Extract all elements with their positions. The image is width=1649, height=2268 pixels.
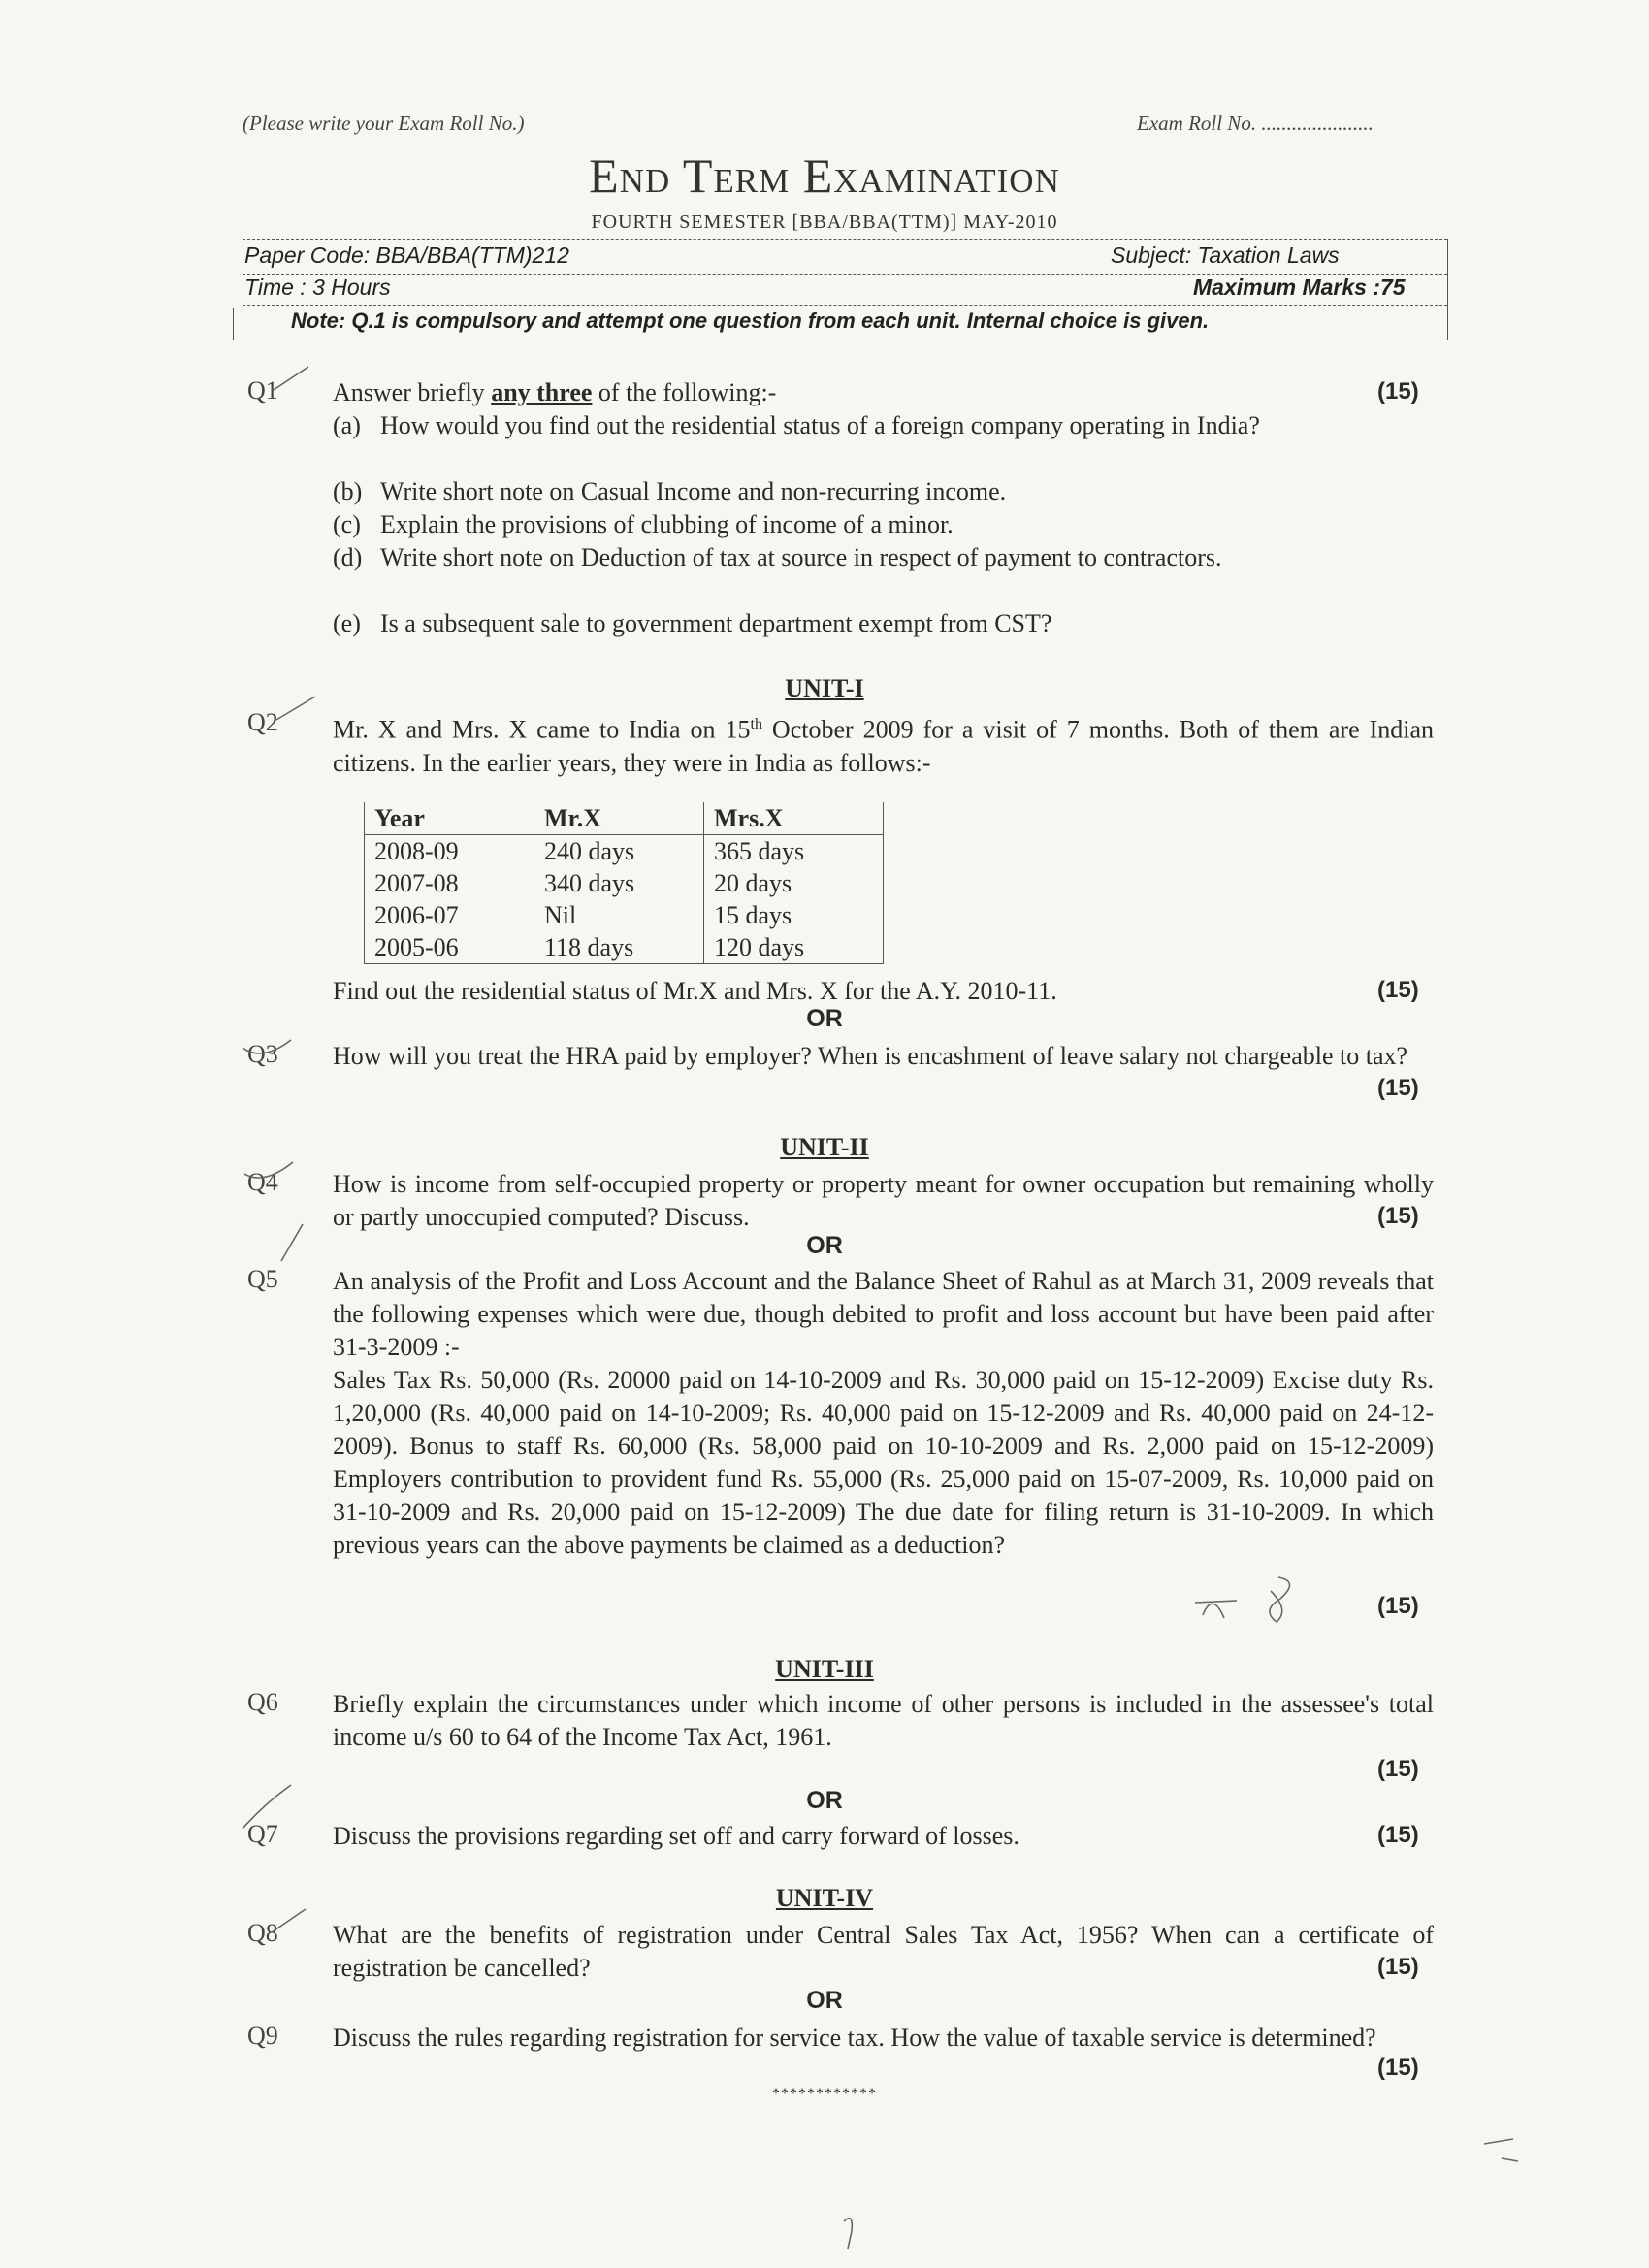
scribble-mark <box>1195 1601 1237 1618</box>
question-number: Q5 <box>247 1265 278 1293</box>
question-6-text: Briefly explain the circumstances under which income of other persons is included in the assessee's total income u/s 60 to 64 of the Income Tax Act, 1961. <box>333 1690 1434 1751</box>
table-header: Mr.X <box>534 802 704 835</box>
sub-question-text: Write short note on Casual Income and non-recurring income. <box>380 477 1007 505</box>
tick-mark <box>242 1785 291 1829</box>
tick-mark <box>244 1162 293 1178</box>
question-number: Q3 <box>247 1040 278 1068</box>
question-number: Q6 <box>247 1688 278 1716</box>
sub-question-label: (a) <box>333 411 361 439</box>
table-cell: 20 days <box>704 867 884 899</box>
table-cell: 2007-08 <box>365 867 534 899</box>
maximum-marks: Maximum Marks :75 <box>1193 275 1406 300</box>
question-marks: (15) <box>1377 1075 1419 1101</box>
table-cell: 365 days <box>704 835 884 868</box>
question-5-text: An analysis of the Profit and Loss Account and the Balance Sheet of Rahul as at March 31, 2009 reveals that the following expenses which were due, though debited to profit and loss account but have been paid after 31-3-2009 :- <box>333 1267 1434 1361</box>
table-cell: 2006-07 <box>365 899 534 931</box>
tick-mark <box>276 697 315 720</box>
question-marks: (15) <box>1377 1203 1419 1229</box>
roll-number-instruction: (Please write your Exam Roll No.) <box>242 112 525 135</box>
question-number: Q8 <box>247 1919 278 1947</box>
sub-question-text: Is a subsequent sale to government department exempt from CST? <box>380 609 1052 637</box>
tick-mark <box>281 1224 303 1261</box>
table-cell: 118 days <box>534 931 704 964</box>
question-marks: (15) <box>1377 1593 1419 1619</box>
question-9-text: Discuss the rules regarding registration for service tax. How the value of taxable service is determined? <box>333 2024 1376 2052</box>
tick-mark <box>272 1909 306 1932</box>
or-separator: OR <box>806 1787 843 1814</box>
exam-note: Note: Q.1 is compulsory and attempt one question from each unit. Internal choice is given. <box>291 308 1210 333</box>
question-number: Q2 <box>247 708 278 736</box>
question-marks: (15) <box>1377 2055 1419 2081</box>
table-cell: 240 days <box>534 835 704 868</box>
semester-line: FOURTH SEMESTER [BBA/BBA(TTM)] MAY-2010 <box>591 211 1058 233</box>
table-cell: Nil <box>534 899 704 931</box>
tick-mark <box>242 1040 291 1053</box>
unit-heading: UNIT-II <box>780 1133 869 1161</box>
question-7-text: Discuss the provisions regarding set off and carry forward of losses. <box>333 1822 1019 1850</box>
scribble-mark <box>1270 1577 1290 1622</box>
question-1-intro: Answer briefly any three of the following:- <box>333 378 777 406</box>
sub-question-label: (d) <box>333 543 363 571</box>
table-cell: 340 days <box>534 867 704 899</box>
sub-question-label: (c) <box>333 510 361 538</box>
scribble-mark <box>844 2219 852 2249</box>
question-marks: (15) <box>1377 1756 1419 1782</box>
exam-roll-field: Exam Roll No. ...................... <box>1137 112 1374 135</box>
end-of-paper-marker: ************ <box>772 2086 877 2102</box>
question-marks: (15) <box>1377 977 1419 1003</box>
sub-question-label: (e) <box>333 609 361 637</box>
question-2-text: Mr. X and Mrs. X came to India on 15th October 2009 for a visit of 7 months. Both of them are Indian citizens. In the earlier years, they were in India as follows:- <box>333 715 1434 777</box>
question-number: Q7 <box>247 1820 278 1848</box>
or-separator: OR <box>806 1232 843 1259</box>
paper-code: Paper Code: BBA/BBA(TTM)212 <box>244 243 569 268</box>
table-cell: 120 days <box>704 931 884 964</box>
question-number: Q1 <box>247 376 278 405</box>
sub-question-label: (b) <box>333 477 363 505</box>
page-title: End Term Examination <box>589 148 1060 203</box>
sub-question-text: How would you find out the residential status of a foreign company operating in India? <box>380 411 1260 439</box>
or-separator: OR <box>806 1987 843 2014</box>
question-4-text: How is income from self-occupied property or property meant for owner occupation but remaining wholly or partly unoccupied computed? Discuss. <box>333 1170 1434 1231</box>
scribble-mark <box>1484 2139 1518 2161</box>
question-5-details: Sales Tax Rs. 50,000 (Rs. 20000 paid on 14-10-2009 and Rs. 30,000 paid on 15-12-2009) Excise duty Rs. 1,20,000 (Rs. 40,000 paid on 14-10-2009; Rs. 40,000 paid on 15-12-2009 and Rs. 40,000 paid on 24-12-2009). Bonus to staff Rs. 60,000 (Rs. 58,000 paid on 10-10-2009 and Rs. 2,000 paid on 15-12-2009) Employers contribution to provident fund Rs. 55,000 (Rs. 25,000 paid on 15-07-2009, Rs. 10,000 paid on 31-10-2009 and Rs. 20,000 paid on 15-12-2009) The due date for filing return is 31-10-2009. In which previous years can the above payments be claimed as a deduction? <box>333 1366 1434 1559</box>
sub-question-text: Explain the provisions of clubbing of income of a minor. <box>380 510 954 538</box>
question-2-closing: Find out the residential status of Mr.X and Mrs. X for the A.Y. 2010-11. <box>333 977 1057 1005</box>
table-header: Year <box>365 802 534 835</box>
question-marks: (15) <box>1377 378 1419 405</box>
table-cell: 15 days <box>704 899 884 931</box>
table-cell: 2008-09 <box>365 835 534 868</box>
tick-mark <box>274 367 308 390</box>
question-number: Q4 <box>247 1168 278 1196</box>
subject: Subject: Taxation Laws <box>1111 243 1340 268</box>
unit-heading: UNIT-III <box>775 1655 874 1683</box>
table-header: Mrs.X <box>704 802 884 835</box>
question-3-text: How will you treat the HRA paid by employer? When is encashment of leave salary not chargeable to tax? <box>333 1042 1408 1070</box>
sub-question-text: Write short note on Deduction of tax at source in respect of payment to contractors. <box>380 543 1222 571</box>
question-number: Q9 <box>247 2022 278 2050</box>
exam-time: Time : 3 Hours <box>244 275 391 300</box>
unit-heading: UNIT-I <box>785 674 864 702</box>
unit-heading: UNIT-IV <box>775 1884 874 1912</box>
or-separator: OR <box>806 1005 843 1032</box>
question-marks: (15) <box>1377 1954 1419 1980</box>
table-cell: 2005-06 <box>365 931 534 964</box>
question-8-text: What are the benefits of registration under Central Sales Tax Act, 1956? When can a certificate of registration be cancelled? <box>333 1921 1434 1982</box>
question-marks: (15) <box>1377 1822 1419 1848</box>
